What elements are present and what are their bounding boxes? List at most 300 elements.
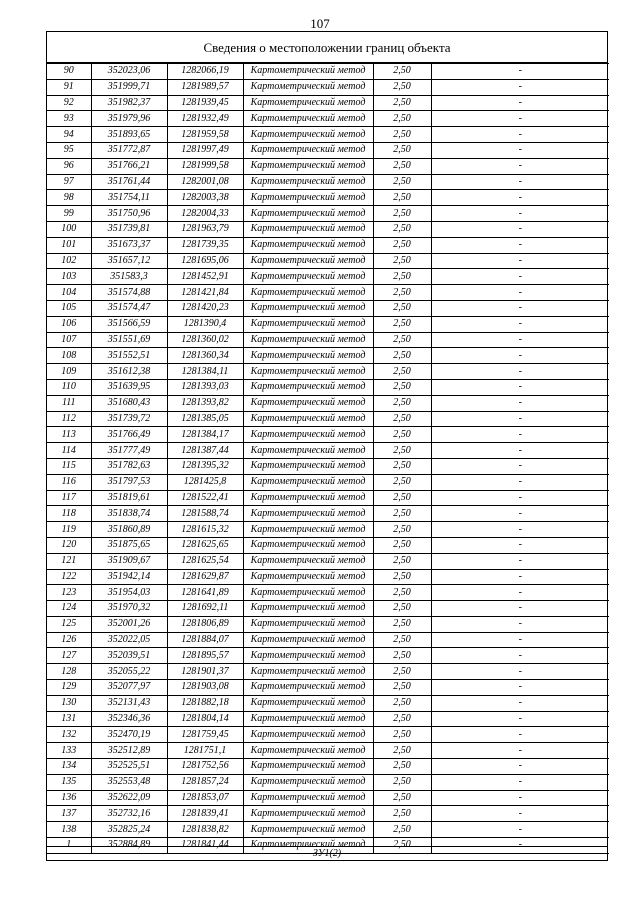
accuracy-cell: 2,50 xyxy=(373,379,431,395)
point-number-cell: 100 xyxy=(47,221,91,237)
table-row xyxy=(47,127,609,143)
y-coordinate-cell: 1281841,44 xyxy=(167,838,243,854)
accuracy-cell: 2,50 xyxy=(373,221,431,237)
x-coordinate-cell: 351612,38 xyxy=(91,364,167,380)
y-coordinate-cell: 1281739,35 xyxy=(167,237,243,253)
description-cell: - xyxy=(431,474,609,490)
table-row xyxy=(47,743,609,759)
description-cell: - xyxy=(431,269,609,285)
x-coordinate-cell: 352512,89 xyxy=(91,743,167,759)
method-cell: Картометрический метод xyxy=(243,411,373,427)
y-coordinate-cell: 1281588,74 xyxy=(167,506,243,522)
accuracy-cell: 2,50 xyxy=(373,616,431,632)
description-cell: - xyxy=(431,727,609,743)
point-number-cell: 126 xyxy=(47,632,91,648)
table-row xyxy=(47,316,609,332)
point-number-cell: 128 xyxy=(47,664,91,680)
x-coordinate-cell: 352553,48 xyxy=(91,774,167,790)
method-cell: Картометрический метод xyxy=(243,490,373,506)
table-row xyxy=(47,443,609,459)
x-coordinate-cell: 352077,97 xyxy=(91,680,167,696)
description-cell: - xyxy=(431,601,609,617)
x-coordinate-cell: 351673,37 xyxy=(91,237,167,253)
point-number-cell: 134 xyxy=(47,759,91,775)
accuracy-cell: 2,50 xyxy=(373,158,431,174)
accuracy-cell: 2,50 xyxy=(373,822,431,838)
point-number-cell: 116 xyxy=(47,474,91,490)
y-coordinate-cell: 1281395,32 xyxy=(167,458,243,474)
description-cell: - xyxy=(431,332,609,348)
y-coordinate-cell: 1281752,56 xyxy=(167,759,243,775)
x-coordinate-cell: 352884,89 xyxy=(91,838,167,854)
y-coordinate-cell: 1281629,87 xyxy=(167,569,243,585)
point-number-cell: 125 xyxy=(47,616,91,632)
y-coordinate-cell: 1281425,8 xyxy=(167,474,243,490)
accuracy-cell: 2,50 xyxy=(373,300,431,316)
y-coordinate-cell: 1281882,18 xyxy=(167,695,243,711)
method-cell: Картометрический метод xyxy=(243,300,373,316)
method-cell: Картометрический метод xyxy=(243,379,373,395)
description-cell: - xyxy=(431,490,609,506)
description-cell: - xyxy=(431,285,609,301)
boundary-table-frame xyxy=(46,31,608,861)
method-cell: Картометрический метод xyxy=(243,664,373,680)
accuracy-cell: 2,50 xyxy=(373,411,431,427)
method-cell: Картометрический метод xyxy=(243,585,373,601)
accuracy-cell: 2,50 xyxy=(373,332,431,348)
method-cell: Картометрический метод xyxy=(243,285,373,301)
point-number-cell: 106 xyxy=(47,316,91,332)
method-cell: Картометрический метод xyxy=(243,474,373,490)
table-row xyxy=(47,648,609,664)
accuracy-cell: 2,50 xyxy=(373,474,431,490)
x-coordinate-cell: 351754,11 xyxy=(91,190,167,206)
point-number-cell: 121 xyxy=(47,553,91,569)
method-cell: Картометрический метод xyxy=(243,158,373,174)
description-cell: - xyxy=(431,395,609,411)
y-coordinate-cell: 1281997,49 xyxy=(167,142,243,158)
x-coordinate-cell: 351797,53 xyxy=(91,474,167,490)
method-cell: Картометрический метод xyxy=(243,174,373,190)
accuracy-cell: 2,50 xyxy=(373,111,431,127)
table-row xyxy=(47,711,609,727)
point-number-cell: 94 xyxy=(47,127,91,143)
x-coordinate-cell: 351909,67 xyxy=(91,553,167,569)
x-coordinate-cell: 351766,21 xyxy=(91,158,167,174)
accuracy-cell: 2,50 xyxy=(373,680,431,696)
description-cell: - xyxy=(431,411,609,427)
description-cell: - xyxy=(431,364,609,380)
table-row xyxy=(47,411,609,427)
y-coordinate-cell: 1281999,58 xyxy=(167,158,243,174)
method-cell: Картометрический метод xyxy=(243,806,373,822)
point-number-cell: 104 xyxy=(47,285,91,301)
table-row xyxy=(47,364,609,380)
table-row xyxy=(47,79,609,95)
x-coordinate-cell: 351566,59 xyxy=(91,316,167,332)
table-row xyxy=(47,142,609,158)
table-row xyxy=(47,237,609,253)
point-number-cell: 101 xyxy=(47,237,91,253)
accuracy-cell: 2,50 xyxy=(373,806,431,822)
x-coordinate-cell: 351875,65 xyxy=(91,537,167,553)
table-row xyxy=(47,759,609,775)
x-coordinate-cell: 352622,09 xyxy=(91,790,167,806)
table-row xyxy=(47,553,609,569)
y-coordinate-cell: 1281384,17 xyxy=(167,427,243,443)
x-coordinate-cell: 351583,3 xyxy=(91,269,167,285)
method-cell: Картометрический метод xyxy=(243,680,373,696)
description-cell: - xyxy=(431,522,609,538)
method-cell: Картометрический метод xyxy=(243,458,373,474)
point-number-cell: 93 xyxy=(47,111,91,127)
method-cell: Картометрический метод xyxy=(243,727,373,743)
table-row xyxy=(47,427,609,443)
point-number-cell: 98 xyxy=(47,190,91,206)
table-row xyxy=(47,332,609,348)
y-coordinate-cell: 1281857,24 xyxy=(167,774,243,790)
method-cell: Картометрический метод xyxy=(243,206,373,222)
table-footer: ЗУ1(2) xyxy=(47,846,607,860)
y-coordinate-cell: 1282066,19 xyxy=(167,64,243,80)
description-cell: - xyxy=(431,174,609,190)
method-cell: Картометрический метод xyxy=(243,616,373,632)
y-coordinate-cell: 1282003,38 xyxy=(167,190,243,206)
point-number-cell: 123 xyxy=(47,585,91,601)
point-number-cell: 136 xyxy=(47,790,91,806)
point-number-cell: 122 xyxy=(47,569,91,585)
method-cell: Картометрический метод xyxy=(243,569,373,585)
point-number-cell: 127 xyxy=(47,648,91,664)
y-coordinate-cell: 1281903,08 xyxy=(167,680,243,696)
table-row xyxy=(47,95,609,111)
y-coordinate-cell: 1281759,45 xyxy=(167,727,243,743)
method-cell: Картометрический метод xyxy=(243,759,373,775)
table-row xyxy=(47,379,609,395)
method-cell: Картометрический метод xyxy=(243,537,373,553)
accuracy-cell: 2,50 xyxy=(373,174,431,190)
x-coordinate-cell: 351574,47 xyxy=(91,300,167,316)
description-cell: - xyxy=(431,585,609,601)
accuracy-cell: 2,50 xyxy=(373,127,431,143)
method-cell: Картометрический метод xyxy=(243,190,373,206)
method-cell: Картометрический метод xyxy=(243,695,373,711)
y-coordinate-cell: 1281804,14 xyxy=(167,711,243,727)
x-coordinate-cell: 352131,43 xyxy=(91,695,167,711)
table-row xyxy=(47,269,609,285)
accuracy-cell: 2,50 xyxy=(373,695,431,711)
accuracy-cell: 2,50 xyxy=(373,506,431,522)
accuracy-cell: 2,50 xyxy=(373,443,431,459)
accuracy-cell: 2,50 xyxy=(373,711,431,727)
point-number-cell: 131 xyxy=(47,711,91,727)
table-row xyxy=(47,569,609,585)
table-row xyxy=(47,253,609,269)
y-coordinate-cell: 1281963,79 xyxy=(167,221,243,237)
description-cell: - xyxy=(431,237,609,253)
y-coordinate-cell: 1281390,4 xyxy=(167,316,243,332)
table-row xyxy=(47,111,609,127)
accuracy-cell: 2,50 xyxy=(373,79,431,95)
point-number-cell: 110 xyxy=(47,379,91,395)
description-cell: - xyxy=(431,158,609,174)
y-coordinate-cell: 1281393,03 xyxy=(167,379,243,395)
table-row xyxy=(47,664,609,680)
description-cell: - xyxy=(431,553,609,569)
x-coordinate-cell: 352039,51 xyxy=(91,648,167,664)
y-coordinate-cell: 1281615,32 xyxy=(167,522,243,538)
accuracy-cell: 2,50 xyxy=(373,537,431,553)
method-cell: Картометрический метод xyxy=(243,221,373,237)
x-coordinate-cell: 351860,89 xyxy=(91,522,167,538)
table-row xyxy=(47,206,609,222)
method-cell: Картометрический метод xyxy=(243,142,373,158)
y-coordinate-cell: 1282004,33 xyxy=(167,206,243,222)
description-cell: - xyxy=(431,711,609,727)
method-cell: Картометрический метод xyxy=(243,64,373,80)
description-cell: - xyxy=(431,190,609,206)
description-cell: - xyxy=(431,537,609,553)
y-coordinate-cell: 1281452,91 xyxy=(167,269,243,285)
method-cell: Картометрический метод xyxy=(243,427,373,443)
point-number-cell: 95 xyxy=(47,142,91,158)
accuracy-cell: 2,50 xyxy=(373,316,431,332)
accuracy-cell: 2,50 xyxy=(373,743,431,759)
method-cell: Картометрический метод xyxy=(243,364,373,380)
accuracy-cell: 2,50 xyxy=(373,648,431,664)
method-cell: Картометрический метод xyxy=(243,601,373,617)
point-number-cell: 118 xyxy=(47,506,91,522)
table-row xyxy=(47,616,609,632)
description-cell: - xyxy=(431,743,609,759)
accuracy-cell: 2,50 xyxy=(373,253,431,269)
table-row xyxy=(47,774,609,790)
accuracy-cell: 2,50 xyxy=(373,95,431,111)
point-number-cell: 124 xyxy=(47,601,91,617)
description-cell: - xyxy=(431,95,609,111)
y-coordinate-cell: 1281884,07 xyxy=(167,632,243,648)
accuracy-cell: 2,50 xyxy=(373,522,431,538)
y-coordinate-cell: 1281806,89 xyxy=(167,616,243,632)
method-cell: Картометрический метод xyxy=(243,790,373,806)
y-coordinate-cell: 1281421,84 xyxy=(167,285,243,301)
description-cell: - xyxy=(431,616,609,632)
y-coordinate-cell: 1281387,44 xyxy=(167,443,243,459)
table-title: Сведения о местоположении границ объекта xyxy=(47,32,607,63)
x-coordinate-cell: 351782,63 xyxy=(91,458,167,474)
description-cell: - xyxy=(431,458,609,474)
x-coordinate-cell: 351680,43 xyxy=(91,395,167,411)
x-coordinate-cell: 351551,69 xyxy=(91,332,167,348)
y-coordinate-cell: 1281989,57 xyxy=(167,79,243,95)
table-row xyxy=(47,190,609,206)
table-row xyxy=(47,506,609,522)
x-coordinate-cell: 352055,22 xyxy=(91,664,167,680)
y-coordinate-cell: 1282001,08 xyxy=(167,174,243,190)
x-coordinate-cell: 351942,14 xyxy=(91,569,167,585)
description-cell: - xyxy=(431,379,609,395)
table-row xyxy=(47,458,609,474)
accuracy-cell: 2,50 xyxy=(373,285,431,301)
point-number-cell: 129 xyxy=(47,680,91,696)
point-number-cell: 91 xyxy=(47,79,91,95)
x-coordinate-cell: 351954,03 xyxy=(91,585,167,601)
description-cell: - xyxy=(431,316,609,332)
x-coordinate-cell: 352346,36 xyxy=(91,711,167,727)
accuracy-cell: 2,50 xyxy=(373,601,431,617)
point-number-cell: 133 xyxy=(47,743,91,759)
accuracy-cell: 2,50 xyxy=(373,569,431,585)
accuracy-cell: 2,50 xyxy=(373,759,431,775)
accuracy-cell: 2,50 xyxy=(373,774,431,790)
y-coordinate-cell: 1281625,65 xyxy=(167,537,243,553)
x-coordinate-cell: 352023,06 xyxy=(91,64,167,80)
x-coordinate-cell: 351750,96 xyxy=(91,206,167,222)
method-cell: Картометрический метод xyxy=(243,348,373,364)
description-cell: - xyxy=(431,806,609,822)
description-cell: - xyxy=(431,221,609,237)
x-coordinate-cell: 351999,71 xyxy=(91,79,167,95)
x-coordinate-cell: 351657,12 xyxy=(91,253,167,269)
y-coordinate-cell: 1281360,34 xyxy=(167,348,243,364)
y-coordinate-cell: 1281692,11 xyxy=(167,601,243,617)
point-number-cell: 105 xyxy=(47,300,91,316)
point-number-cell: 130 xyxy=(47,695,91,711)
point-number-cell: 90 xyxy=(47,64,91,80)
x-coordinate-cell: 352525,51 xyxy=(91,759,167,775)
x-coordinate-cell: 352001,26 xyxy=(91,616,167,632)
method-cell: Картометрический метод xyxy=(243,395,373,411)
description-cell: - xyxy=(431,680,609,696)
table-row xyxy=(47,806,609,822)
point-number-cell: 108 xyxy=(47,348,91,364)
table-row xyxy=(47,348,609,364)
point-number-cell: 97 xyxy=(47,174,91,190)
y-coordinate-cell: 1281895,57 xyxy=(167,648,243,664)
table-row xyxy=(47,680,609,696)
description-cell: - xyxy=(431,111,609,127)
accuracy-cell: 2,50 xyxy=(373,348,431,364)
accuracy-cell: 2,50 xyxy=(373,553,431,569)
table-row xyxy=(47,395,609,411)
table-row xyxy=(47,300,609,316)
y-coordinate-cell: 1281939,45 xyxy=(167,95,243,111)
description-cell: - xyxy=(431,348,609,364)
description-cell: - xyxy=(431,127,609,143)
x-coordinate-cell: 351979,96 xyxy=(91,111,167,127)
method-cell: Картометрический метод xyxy=(243,522,373,538)
x-coordinate-cell: 351982,37 xyxy=(91,95,167,111)
description-cell: - xyxy=(431,569,609,585)
description-cell: - xyxy=(431,206,609,222)
description-cell: - xyxy=(431,253,609,269)
table-row xyxy=(47,64,609,80)
point-number-cell: 132 xyxy=(47,727,91,743)
y-coordinate-cell: 1281932,49 xyxy=(167,111,243,127)
x-coordinate-cell: 351970,32 xyxy=(91,601,167,617)
page-number: 107 xyxy=(310,16,330,31)
description-cell: - xyxy=(431,838,609,854)
table-row xyxy=(47,221,609,237)
point-number-cell: 109 xyxy=(47,364,91,380)
x-coordinate-cell: 351739,72 xyxy=(91,411,167,427)
x-coordinate-cell: 352022,05 xyxy=(91,632,167,648)
description-cell: - xyxy=(431,759,609,775)
coordinates-table xyxy=(47,63,609,854)
table-row xyxy=(47,174,609,190)
table-row xyxy=(47,822,609,838)
table-row xyxy=(47,490,609,506)
method-cell: Картометрический метод xyxy=(243,553,373,569)
point-number-cell: 135 xyxy=(47,774,91,790)
y-coordinate-cell: 1281838,82 xyxy=(167,822,243,838)
description-cell: - xyxy=(431,427,609,443)
description-cell: - xyxy=(431,632,609,648)
description-cell: - xyxy=(431,443,609,459)
coordinates-table-body xyxy=(47,64,609,854)
point-number-cell: 112 xyxy=(47,411,91,427)
method-cell: Картометрический метод xyxy=(243,269,373,285)
x-coordinate-cell: 351838,74 xyxy=(91,506,167,522)
point-number-cell: 96 xyxy=(47,158,91,174)
accuracy-cell: 2,50 xyxy=(373,269,431,285)
point-number-cell: 120 xyxy=(47,537,91,553)
description-cell: - xyxy=(431,695,609,711)
method-cell: Картометрический метод xyxy=(243,822,373,838)
table-row xyxy=(47,585,609,601)
method-cell: Картометрический метод xyxy=(243,443,373,459)
x-coordinate-cell: 351766,49 xyxy=(91,427,167,443)
method-cell: Картометрический метод xyxy=(243,332,373,348)
table-row xyxy=(47,537,609,553)
description-cell: - xyxy=(431,79,609,95)
accuracy-cell: 2,50 xyxy=(373,727,431,743)
method-cell: Картометрический метод xyxy=(243,95,373,111)
method-cell: Картометрический метод xyxy=(243,253,373,269)
method-cell: Картометрический метод xyxy=(243,111,373,127)
accuracy-cell: 2,50 xyxy=(373,790,431,806)
x-coordinate-cell: 351739,81 xyxy=(91,221,167,237)
point-number-cell: 103 xyxy=(47,269,91,285)
point-number-cell: 92 xyxy=(47,95,91,111)
y-coordinate-cell: 1281385,05 xyxy=(167,411,243,427)
method-cell: Картометрический метод xyxy=(243,648,373,664)
y-coordinate-cell: 1281384,11 xyxy=(167,364,243,380)
accuracy-cell: 2,50 xyxy=(373,490,431,506)
point-number-cell: 111 xyxy=(47,395,91,411)
description-cell: - xyxy=(431,790,609,806)
point-number-cell: 107 xyxy=(47,332,91,348)
table-row xyxy=(47,727,609,743)
table-row xyxy=(47,790,609,806)
y-coordinate-cell: 1281641,89 xyxy=(167,585,243,601)
method-cell: Картометрический метод xyxy=(243,79,373,95)
method-cell: Картометрический метод xyxy=(243,316,373,332)
accuracy-cell: 2,50 xyxy=(373,142,431,158)
y-coordinate-cell: 1281839,41 xyxy=(167,806,243,822)
y-coordinate-cell: 1281901,37 xyxy=(167,664,243,680)
point-number-cell: 99 xyxy=(47,206,91,222)
y-coordinate-cell: 1281420,23 xyxy=(167,300,243,316)
description-cell: - xyxy=(431,822,609,838)
y-coordinate-cell: 1281695,06 xyxy=(167,253,243,269)
point-number-cell: 115 xyxy=(47,458,91,474)
description-cell: - xyxy=(431,506,609,522)
table-row xyxy=(47,158,609,174)
accuracy-cell: 2,50 xyxy=(373,206,431,222)
method-cell: Картометрический метод xyxy=(243,506,373,522)
point-number-cell: 119 xyxy=(47,522,91,538)
